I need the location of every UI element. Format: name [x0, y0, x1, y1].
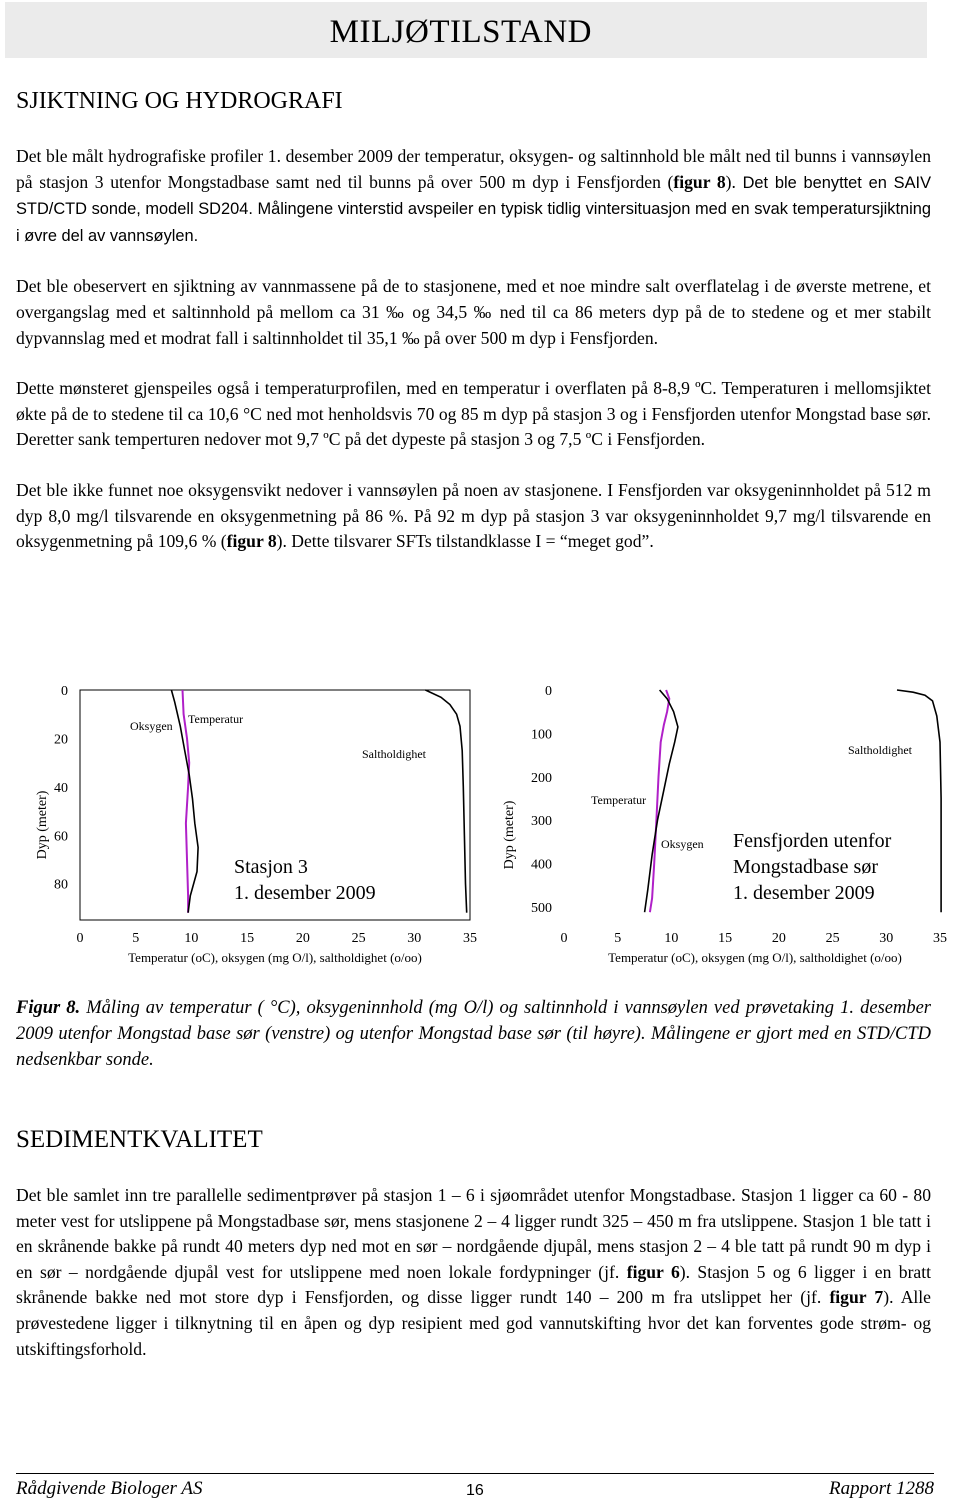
paragraph-sediment: [16, 1183, 931, 1362]
station-title: Fensfjorden utenfor: [733, 830, 892, 852]
footer-report: Rapport 1288: [828, 1478, 934, 1499]
series-line-saltholdighet: [425, 690, 466, 913]
paragraph-1-sans-text: Det ble benyttet en SAIV STD/CTD sonde, modell SD204.: [16, 173, 932, 219]
figure-caption: [16, 995, 931, 1073]
y-tick-label: 0: [61, 684, 68, 699]
x-tick-label: 0: [560, 931, 568, 946]
y-axis-label: Dyp (meter): [502, 800, 517, 870]
y-tick-labels: [531, 684, 552, 916]
y-tick-labels: [54, 684, 68, 893]
page-number: 16: [466, 1482, 484, 1499]
series-line-saltholdighet: [897, 690, 941, 912]
label-oksygen: Oksygen: [130, 719, 173, 733]
station-date: 1. desember 2009: [733, 882, 875, 904]
sediment-paragraph: [16, 1183, 931, 1362]
x-tick-label: 30: [407, 931, 422, 946]
station-date: 1. desember 2009: [234, 882, 376, 904]
sediment-text-b: ). Stasjon 5 og 6 ligger i en bratt skrånende bakke ned mot store dyp i Fensfjorden, og disse ligger rundt 140 – 200 m fra utslippet her (jf.: [16, 1261, 932, 1308]
paragraph-3: Dette mønsteret gjenspeiles også i temperaturprofilen, med en temperatur i overflaten på 8-8,9 ºC. Temperaturen i mellomsjiktet økte på de to stedene til ca 10,6 °C ned mot henholdsvis 70 og 85 m dyp på stasjon 3 og i Fensfjorden utenfor Mongstad base sør. Deretter sank temperturen nedover mot 9,7 ºC på det dypeste på stasjon 3 og 7,5 ºC i Fensfjorden.: [16, 378, 931, 450]
y-axis-label: Dyp (meter): [35, 790, 50, 860]
y-tick-label: 100: [531, 727, 552, 743]
x-tick-label: 30: [879, 931, 894, 946]
y-tick-label: 80: [54, 877, 68, 893]
paragraph-1: [16, 144, 931, 249]
paragraph-4-text-a: Det ble ikke funnet noe oksygensvikt nedover i vannsøylen på noen av stasjonene. I Fensfjorden var oksygeninnholdet på 512 m dyp 8,0 mg/l tilsvarende en oksygenmetning på 86 %. På 92 m dyp på stasjon 3 var oksygeninnholdet 9,7 mg/l tilsvarende en oksygenmetning på 109,6 % (: [16, 479, 931, 552]
x-tick-label: 15: [718, 931, 733, 946]
x-tick-labels: [77, 931, 478, 946]
label-temperatur: Temperatur: [591, 793, 647, 807]
x-tick-label: 35: [463, 931, 477, 946]
paragraph-4-text-b: ). Dette tilsvarer SFTs tilstandklasse I = “meget god”.: [276, 531, 654, 552]
label-temperatur: Temperatur: [188, 712, 244, 726]
x-tick-label: 35: [933, 931, 947, 946]
x-tick-label: 20: [295, 931, 310, 946]
y-tick-label: 200: [531, 770, 552, 786]
chart-fensfjorden: [490, 680, 955, 970]
caption-label: Figur 8.: [16, 998, 81, 1018]
x-axis-label: Temperatur (oC), oksygen (mg O/l), saltholdighet (o/oo): [128, 950, 422, 965]
series-line-oksygen: [650, 690, 669, 912]
label-oksygen: Oksygen: [661, 837, 704, 851]
station-title: Stasjon 3: [234, 856, 308, 878]
figure-ref: figur 7: [829, 1287, 884, 1308]
x-tick-label: 20: [771, 931, 786, 946]
paragraph-2: Det ble obeservert en sjiktning av vannmassene på de to stasjonene, med et noe mindre salt overflatelag i de øverste metrene, et overgangslag med et saltinnhold på mellom ca 31 ‰ og 34,5 ‰ ned til ca 86 meters dyp på de to stedene og et mer stabilt dypvannslag med et modrat fall i saltinnholdet til 35,1 ‰ på over 500 m dyp i Fensfjorden.: [16, 276, 931, 348]
y-tick-label: 400: [531, 857, 552, 873]
paragraph-4: [16, 478, 931, 555]
x-tick-label: 25: [825, 931, 840, 946]
y-tick-label: 300: [531, 814, 552, 830]
figure-ref: figur 6: [626, 1261, 680, 1282]
chart-stasjon-3: [10, 680, 480, 970]
paragraph-1-text-b: ).: [725, 171, 743, 192]
section-title-hydrografi: SJIKTNING OG HYDROGRAFI: [16, 88, 343, 114]
x-tick-label: 15: [240, 931, 255, 946]
footer-rule: [16, 1473, 934, 1474]
paragraph-1-text-a: Det ble målt hydrografiske profiler 1. desember 2009 der temperatur, oksygen- og saltinnhold ble målt ned til bunns i vannsøylen på stasjon 3 utenfor Mongstadbase samt ned til bunns på over 500 m dyp i Fensfjorden (: [16, 146, 931, 192]
x-tick-label: 5: [132, 931, 140, 946]
label-saltholdighet: Saltholdighet: [848, 743, 912, 757]
series-lines: [645, 690, 942, 912]
paragraph-1-text-c: Målingene vinterstid avspeiler en typisk tidlig vintersituasjon med en svak temperatursjiktning i øvre del av vannsøylen.: [16, 200, 931, 245]
footer-company: Rådgivende Biologer AS: [16, 1478, 203, 1499]
station-subtitle: Mongstadbase sør: [733, 856, 878, 878]
figure-ref: figur 8: [673, 171, 726, 192]
header-title: MILJØTILSTAND: [329, 14, 592, 50]
y-tick-label: 0: [545, 684, 552, 699]
figure-ref: figur 8: [226, 531, 277, 552]
label-saltholdighet: Saltholdighet: [362, 747, 426, 761]
x-tick-label: 10: [664, 931, 679, 946]
sediment-text-a: Det ble samlet inn tre parallelle sedimentprøver på stasjon 1 – 6 i sjøområdet utenfor Mongstadbase. Stasjon 1 ligger ca 60 - 80 meter vest for utslippene på Mongstadbase sør, mens stasjonene 2 – 4 ligger rundt 325 – 450 m fra utslippene. Stasjon 1 ble tatt i en skrånende bakke på rundt 40 meters dyp ned mot en sør – nordgående djupål, mens stasjon 2 – 4 ble tatt på rundt 90 m dyp i en sør – nordgående djupål vest for utslippene med noen lokale fordypninger (jf.: [16, 1185, 931, 1282]
section-title-sediment: SEDIMENTKVALITET: [16, 1126, 263, 1153]
x-tick-label: 0: [76, 931, 84, 946]
y-tick-label: 40: [54, 780, 68, 796]
sediment-text-c: ). Alle prøvestedene ligger i tilknytning til en åpen og dyp resipient med god vannutskifting hvor det kan forventes gode strøm- og utskiftingsforhold.: [16, 1287, 931, 1359]
series-line-temperatur: [645, 690, 678, 912]
x-axis-label: Temperatur (oC), oksygen (mg O/l), saltholdighet (o/oo): [608, 950, 902, 965]
x-tick-label: 25: [351, 931, 366, 946]
y-tick-label: 60: [54, 829, 68, 845]
x-tick-label: 5: [614, 931, 622, 946]
hydro-paragraphs: [16, 144, 931, 555]
y-tick-label: 500: [531, 900, 552, 916]
x-tick-label: 10: [184, 931, 199, 946]
caption-text: Måling av temperatur ( °C), oksygeninnhold (mg O/l) og saltinnhold i vannsøylen ved prøvetaking 1. desember 2009 utenfor Mongstad base sør (venstre) og utenfor Mongstad base sør (til høyre). Målingene er gjort med en STD/CTD nedsenkbar sonde.: [16, 998, 932, 1070]
x-tick-labels: [561, 931, 948, 946]
y-tick-label: 20: [54, 732, 68, 748]
